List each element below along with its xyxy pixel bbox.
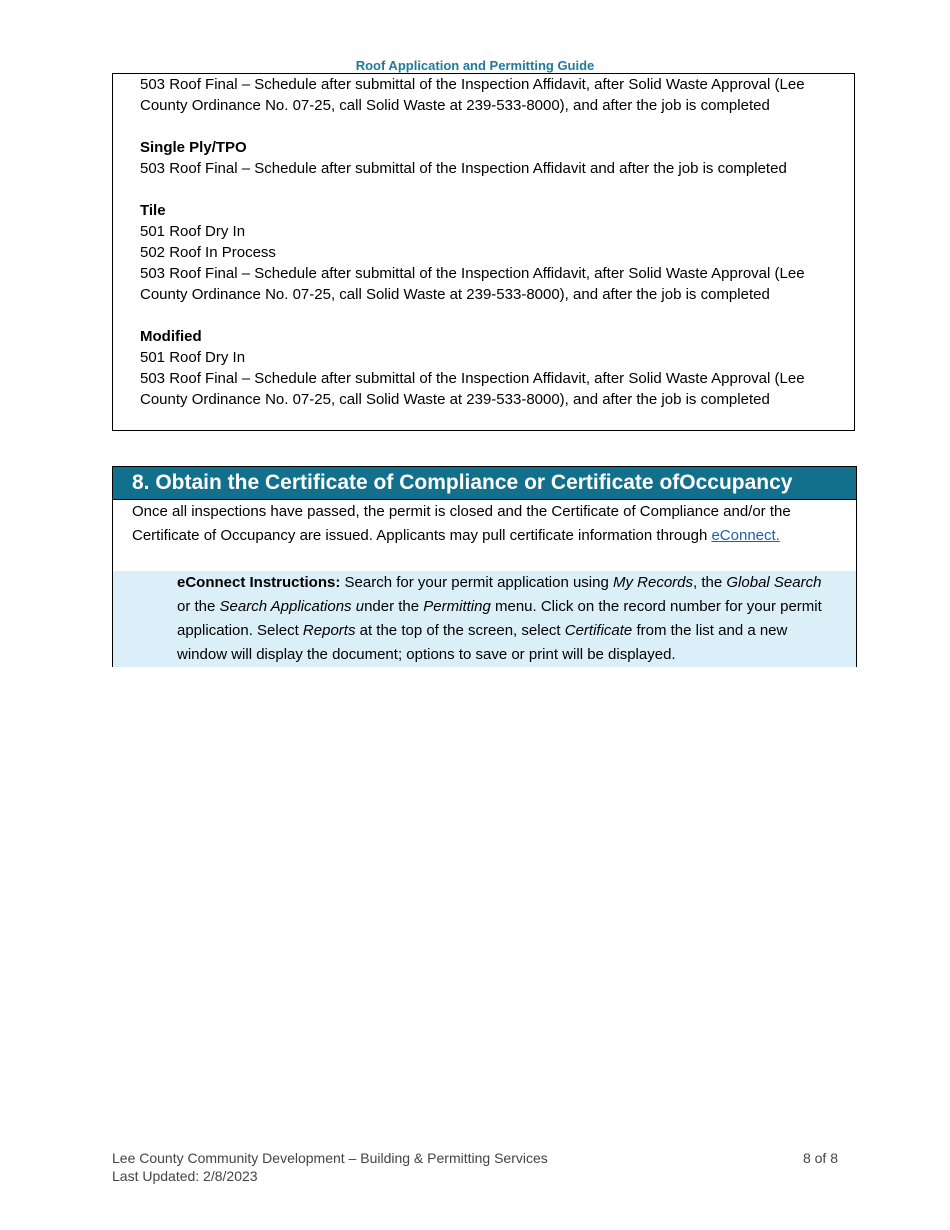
page-footer xyxy=(112,1149,838,1185)
footer-updated: Last Updated: 2/8/2023 xyxy=(112,1168,258,1184)
inspection-list-box xyxy=(112,73,855,431)
page-number: 8 of 8 xyxy=(802,1150,838,1166)
instructions-label: eConnect Instructions: xyxy=(177,574,341,591)
inspection-line: 501 Roof Dry In xyxy=(140,349,246,366)
instructions-italic: Search Applications u xyxy=(219,598,365,615)
section-8-body-text: Once all inspections have passed, the permit is closed and the Certificate of Compliance and/or the Certificate of Occupancy are issued. Applicants may pull certificate information through xyxy=(132,503,791,544)
inspection-line: 502 Roof In Process xyxy=(140,244,276,261)
instructions-italic: Permitting xyxy=(423,598,491,615)
econnect-link[interactable]: eConnect. xyxy=(711,527,780,544)
spacer xyxy=(140,305,834,326)
subheading-modified: Modified xyxy=(140,328,202,345)
page-header-title: Roof Application and Permitting Guide xyxy=(355,58,595,73)
inspection-line: 501 Roof Dry In xyxy=(140,223,246,240)
subheading-tile: Tile xyxy=(140,202,166,219)
inspection-line: 503 Roof Final – Schedule after submittal of the Inspection Affidavit and after the job is completed xyxy=(140,160,787,177)
inspection-line: 503 Roof Final – Schedule after submittal of the Inspection Affidavit, after Solid Waste Approval (Lee County Ordinance No. 07-25, call Solid Waste at 239-533-8000), and after the job is completed xyxy=(140,265,805,303)
instructions-text: menu. Click on the record number for your permit application. Select xyxy=(177,598,822,639)
instructions-text: , the xyxy=(693,574,727,591)
section-8-box xyxy=(112,466,857,667)
subheading-single-ply: Single Ply/TPO xyxy=(140,139,247,156)
instructions-text: nder the xyxy=(364,598,424,615)
instructions-text: from the list and a new window will display the document; options to save or print will be displayed. xyxy=(177,622,788,663)
instructions-text: at the top of the screen, select xyxy=(355,622,565,639)
footer-org: Lee County Community Development – Building & Permitting Services xyxy=(112,1150,548,1166)
instructions-italic: Reports xyxy=(302,622,356,639)
instructions-italic: Certificate xyxy=(564,622,633,639)
spacer xyxy=(140,116,834,137)
inspection-line: 503 Roof Final – Schedule after submittal of the Inspection Affidavit, after Solid Waste Approval (Lee County Ordinance No. 07-25, call Solid Waste at 239-533-8000), and after the job is completed xyxy=(140,370,805,408)
inspection-line: 503 Roof Final – Schedule after submittal of the Inspection Affidavit, after Solid Waste Approval (Lee County Ordinance No. 07-25, call Solid Waste at 239-533-8000), and after the job is completed xyxy=(140,76,805,114)
instructions-italic: Global Search xyxy=(726,574,822,591)
instructions-text: or the xyxy=(177,598,220,615)
instructions-italic: My Records xyxy=(613,574,694,591)
econnect-instructions xyxy=(113,571,856,667)
section-8-title: 8. Obtain the Certificate of Compliance or Certificate ofOccupancy xyxy=(113,467,856,500)
spacer xyxy=(140,179,834,200)
section-8-body xyxy=(113,500,856,571)
instructions-text: Search for your permit application using xyxy=(340,574,613,591)
